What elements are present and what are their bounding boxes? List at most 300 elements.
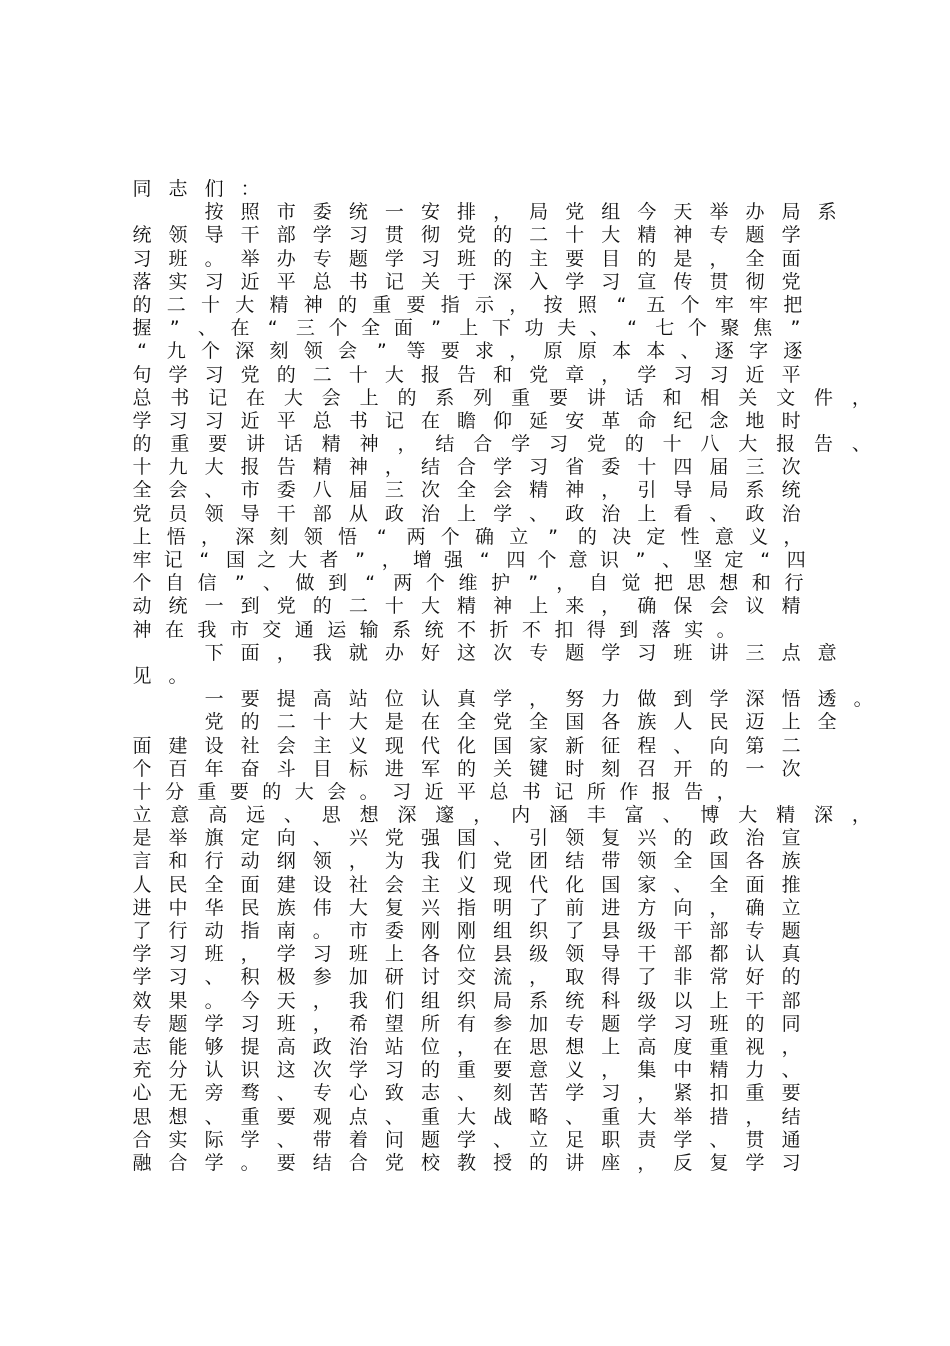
text-char: 精 [269,293,289,316]
text-char: 要 [440,340,460,363]
text-char: 安 [420,201,440,224]
text-char: 站 [384,1035,404,1058]
text-char: 点 [781,641,801,664]
text-char: 意 [714,525,734,548]
text-char: 要 [548,386,568,409]
text-char: 代 [529,873,549,896]
text-char: 专 [745,920,765,942]
text-char: 政 [312,1035,332,1058]
text-char: 全 [529,711,549,734]
text-char: 这 [276,1059,296,1082]
text-char: 努 [565,688,585,711]
text-char: 义 [348,734,368,757]
text-char: ， [601,1059,621,1082]
text-char: 党 [276,595,296,618]
text-char: 族 [637,711,657,734]
text-char: 党 [781,270,801,293]
text-char: 牢 [714,293,734,316]
text-line [130,735,840,758]
text-char: 代 [420,734,440,757]
text-char: 点 [348,1105,368,1128]
text-char: 指 [457,896,477,919]
text-char: 的 [745,1012,765,1035]
text-char: 今 [240,989,260,1012]
text-char: 的 [624,433,644,456]
text-char: 平 [457,780,477,803]
text-char: 示 [475,293,495,316]
text-char: 习 [781,1151,801,1174]
text-char: 县 [493,943,513,966]
text-line [130,619,840,642]
speech-body [130,178,873,1175]
text-char: ， [783,525,803,548]
text-char: 面 [781,247,801,270]
text-char: 落 [651,618,671,641]
text-char: 确 [475,525,495,548]
text-char: 近 [424,780,444,803]
text-char: 结 [435,433,455,456]
text-char: 委 [601,456,621,479]
text-char: 习 [601,270,621,293]
text-char: 二 [312,363,332,386]
text-char: 话 [283,433,303,456]
text-char: 开 [673,757,693,780]
text-char: 中 [168,896,188,919]
text-char: 重 [197,780,217,803]
text-char: ” [169,317,180,340]
text-char: 员 [168,502,188,525]
text-char: 贯 [745,1128,765,1151]
text-char: 学 [493,502,513,525]
text-char: 措 [709,1105,729,1128]
text-char: 足 [565,1128,585,1151]
text-char: 到 [328,572,348,595]
text-char: 流 [493,966,513,989]
text-line [130,711,840,734]
text-char: 化 [457,734,477,757]
text-char: “ [376,525,387,548]
text-char: ” [548,525,558,548]
text-char: 和 [662,386,682,409]
text-line [130,317,840,340]
text-char: ， [601,363,621,386]
text-char: 分 [164,780,184,803]
text-char: 以 [673,989,693,1012]
text-char: 纪 [673,409,693,432]
text-char: 落 [132,270,152,293]
text-char: 位 [457,943,477,966]
text-char: 的 [637,247,657,270]
text-char: 思 [529,1035,549,1058]
text-char: 学 [493,456,513,479]
text-char: “ [479,549,490,571]
text-char: 的 [673,827,693,850]
text-char: 看 [673,502,693,525]
text-line [130,386,871,410]
text-char: 讲 [246,433,266,456]
text-char: 重 [170,433,190,456]
text-char: 上 [132,525,152,548]
text-char: 、 [662,804,682,827]
text-line [130,503,840,526]
text-char: 授 [493,1151,513,1174]
text-char: 的 [577,525,597,548]
text-char: 习 [168,966,188,989]
text-char: 十 [132,456,152,479]
text-char: 和 [493,363,513,386]
text-char: 性 [680,525,700,548]
text-char: 十 [312,711,332,734]
text-char: 二 [781,734,801,757]
text-char: 三 [295,317,315,340]
text-char: 提 [276,688,296,711]
text-line [130,224,840,247]
text-char: 十 [200,293,220,316]
text-char: 部 [709,920,729,942]
text-char: 逐 [714,340,734,363]
text-char: 、 [493,1128,513,1151]
text-char: 统 [348,201,368,224]
text-char: 牢 [132,549,152,571]
text-char: 治 [420,502,440,525]
text-char: ， [745,1105,765,1128]
text-char: 大 [294,780,314,803]
text-char: 念 [709,409,729,432]
text-char: 关 [493,757,513,780]
text-char: 命 [637,409,657,432]
text-char: 好 [745,966,765,989]
text-char: 焦 [753,317,773,340]
text-char: 提 [240,1035,260,1058]
text-char: 够 [204,1035,224,1058]
text-char: 深 [493,270,513,293]
text-char: 习 [204,270,224,293]
text-char: 积 [240,966,260,989]
text-char: 重 [420,1105,440,1128]
text-char: 、 [709,502,729,525]
text-char: 自 [588,572,608,595]
text-char: 强 [420,827,440,850]
text-char: 题 [168,1012,188,1035]
text-char: 十 [565,224,585,247]
text-char: 治 [601,502,621,525]
text-char: 近 [745,363,765,386]
text-line [130,433,871,456]
text-line [130,364,840,387]
text-char: 干 [276,502,296,525]
text-char: 天 [276,989,296,1012]
text-char: 把 [783,293,803,316]
text-char: ， [556,572,576,595]
text-char: 合 [132,1128,152,1151]
text-char: 志 [168,178,188,200]
text-char: 九 [166,340,186,363]
text-char: 见 [132,664,152,687]
text-char: 。 [240,1151,260,1174]
text-char: 刻 [493,1082,513,1105]
text-char: 邃 [435,804,455,827]
text-char: 的 [493,224,513,247]
text-char: 十 [132,780,152,803]
text-char: 十 [348,363,368,386]
text-char: 研 [384,966,404,989]
text-char: 治 [781,502,801,525]
text-line [130,572,840,595]
text-char: 的 [493,247,513,270]
text-char: 神 [565,479,585,502]
text-char: 作 [619,780,639,803]
text-line [130,1129,840,1152]
text-char: 原 [543,340,563,363]
text-char: 责 [637,1128,657,1151]
text-char: ， [473,804,493,827]
text-char: 部 [673,943,693,966]
text-char: 上 [781,711,801,734]
text-char: 深 [235,340,255,363]
text-char: 建 [276,873,296,896]
text-char: 习 [132,247,152,270]
text-char: 义 [749,525,769,548]
text-char: 的 [529,1151,549,1174]
text-char: 设 [312,873,332,896]
text-char: 合 [168,1151,188,1174]
text-char: 学 [673,1128,693,1151]
text-char: 学 [493,688,513,711]
text-char: 度 [673,1035,693,1058]
text-line [130,410,840,433]
text-char: 时 [781,409,801,432]
text-char: 兴 [348,827,368,850]
text-char: 。 [853,688,873,711]
text-char: 远 [246,804,266,827]
text-char: 专 [565,1012,585,1035]
text-char: 延 [529,409,549,432]
text-line [130,178,840,201]
text-char: 和 [168,850,188,873]
text-char: 治 [745,827,765,850]
text-char: 精 [321,433,341,456]
text-char: 部 [276,224,296,247]
text-char: 面 [745,873,765,896]
text-char: 领 [637,850,657,873]
text-char: 要 [276,1105,296,1128]
text-char: 大 [601,224,621,247]
text-char: 举 [168,827,188,850]
text-char: 干 [745,989,765,1012]
text-char: 折 [489,618,509,641]
text-char: 思 [686,572,706,595]
text-char: 建 [168,734,188,757]
text-char: 个 [200,340,220,363]
text-char: 题 [745,224,765,247]
text-char: ” [528,572,539,595]
text-char: 重 [511,386,531,409]
text-char: 苦 [529,1082,549,1105]
text-char: 党 [586,433,606,456]
text-char: 推 [781,873,801,896]
text-char: 仰 [493,409,513,432]
text-char: 县 [601,920,621,942]
text-line [130,1082,840,1105]
text-char: 局 [529,201,549,224]
text-char: ， [509,293,529,316]
text-char: 第 [745,734,765,757]
text-char: 二 [166,293,186,316]
text-char: 要 [781,1082,801,1105]
text-char: 定 [724,549,744,571]
text-char: 家 [637,873,657,896]
text-char: 学 [132,409,152,432]
text-char: 视 [745,1035,765,1058]
text-char: 、 [204,966,224,989]
text-char: “ [365,572,376,595]
text-char: 进 [384,757,404,780]
text-char: 合 [348,1151,368,1174]
text-line [130,990,840,1013]
text-char: 全 [361,317,381,340]
text-char: 一 [204,688,224,711]
text-char: 要 [240,688,260,711]
text-char: 国 [457,827,477,850]
text-char: 新 [565,734,585,757]
text-line [130,201,840,224]
text-char: 志 [132,1035,152,1058]
text-char: 思 [132,1105,152,1128]
text-char: ” [234,572,245,595]
text-char: 坚 [693,549,713,571]
text-char: 时 [565,757,585,780]
text-char: 平 [276,270,296,293]
text-char: 各 [601,711,621,734]
text-char: 大 [283,386,303,409]
text-char: 市 [276,201,296,224]
text-char: 认 [745,943,765,966]
text-char: 相 [700,386,720,409]
text-char: 习 [204,409,224,432]
text-char: 深 [814,804,834,827]
text-char: 人 [673,711,693,734]
text-char: 南 [276,920,296,942]
text-char: 的 [240,711,260,734]
text-char: 、 [493,827,513,850]
text-char: 要 [565,247,585,270]
text-line [130,642,840,665]
text-char: 动 [204,920,224,942]
text-char: 学 [204,1151,224,1174]
text-char: 确 [637,595,657,618]
text-char: 神 [348,456,368,479]
text-char: 句 [132,363,152,386]
text-char: 神 [303,293,323,316]
text-char: 就 [348,641,368,664]
text-char: 大 [738,804,758,827]
text-char: 了 [565,920,585,942]
text-char: 件 [814,386,834,409]
text-char: 是 [384,711,404,734]
text-char: 指 [240,920,260,942]
text-char: 大 [348,711,368,734]
text-char: “ [137,340,147,363]
text-char: 文 [776,386,796,409]
text-char: 两 [406,525,426,548]
text-char: ， [601,479,621,502]
text-char: 习 [548,433,568,456]
text-char: 习 [348,224,368,247]
text-char: 报 [776,433,796,456]
text-char: 入 [529,270,549,293]
text-char: 通 [781,1128,801,1151]
text-char: 导 [204,224,224,247]
text-char: 十 [637,456,657,479]
text-char: 丰 [586,804,606,827]
text-char: 学 [745,1151,765,1174]
text-char: 国 [565,711,585,734]
text-char: 统 [132,224,152,247]
text-char: 的 [132,293,152,316]
text-char: 识 [599,549,619,571]
text-char: 专 [529,641,549,664]
text-char: 。 [312,920,332,942]
text-char: 维 [458,572,478,595]
text-line [130,688,873,711]
text-char: ， [716,780,736,803]
text-char: 总 [312,270,332,293]
text-char: 、 [457,1082,477,1105]
text-char: 观 [312,1105,332,1128]
text-char: 刻 [269,525,289,548]
text-char: 们 [457,850,477,873]
text-char: 都 [709,943,729,966]
text-char: 扣 [554,618,574,641]
text-char: 各 [420,943,440,966]
text-char: 、 [197,317,217,340]
text-char: ， [240,943,260,966]
text-char: 骛 [240,1082,260,1105]
text-char: 定 [646,525,666,548]
text-char: 近 [240,409,260,432]
text-char: 革 [601,409,621,432]
text-char: 、 [589,317,609,340]
text-char: 参 [312,966,332,989]
text-char: 要 [493,1059,513,1082]
text-char: 一 [745,757,765,780]
text-char: 义 [457,873,477,896]
text-char: 、 [529,502,549,525]
text-char: 届 [709,456,729,479]
text-char: 、 [565,1105,585,1128]
text-char: 班 [673,641,693,664]
text-char: 关 [738,386,758,409]
text-char: 二 [276,711,296,734]
text-char: 参 [493,1012,513,1035]
text-char: 好 [420,641,440,664]
text-char: 结 [565,850,585,873]
text-char: 结 [312,1151,332,1174]
text-char: 指 [440,293,460,316]
text-char: 键 [529,757,549,780]
text-char: 学 [348,1059,368,1082]
text-char: 决 [612,525,632,548]
text-char: 家 [529,734,549,757]
text-char: 增 [412,549,432,571]
text-char: 讲 [565,1151,585,1174]
text-char: 全 [745,247,765,270]
text-char: 、 [283,804,303,827]
text-char: 领 [303,340,323,363]
text-char: 致 [384,1082,404,1105]
text-char: 信 [197,572,217,595]
text-line [130,595,840,618]
